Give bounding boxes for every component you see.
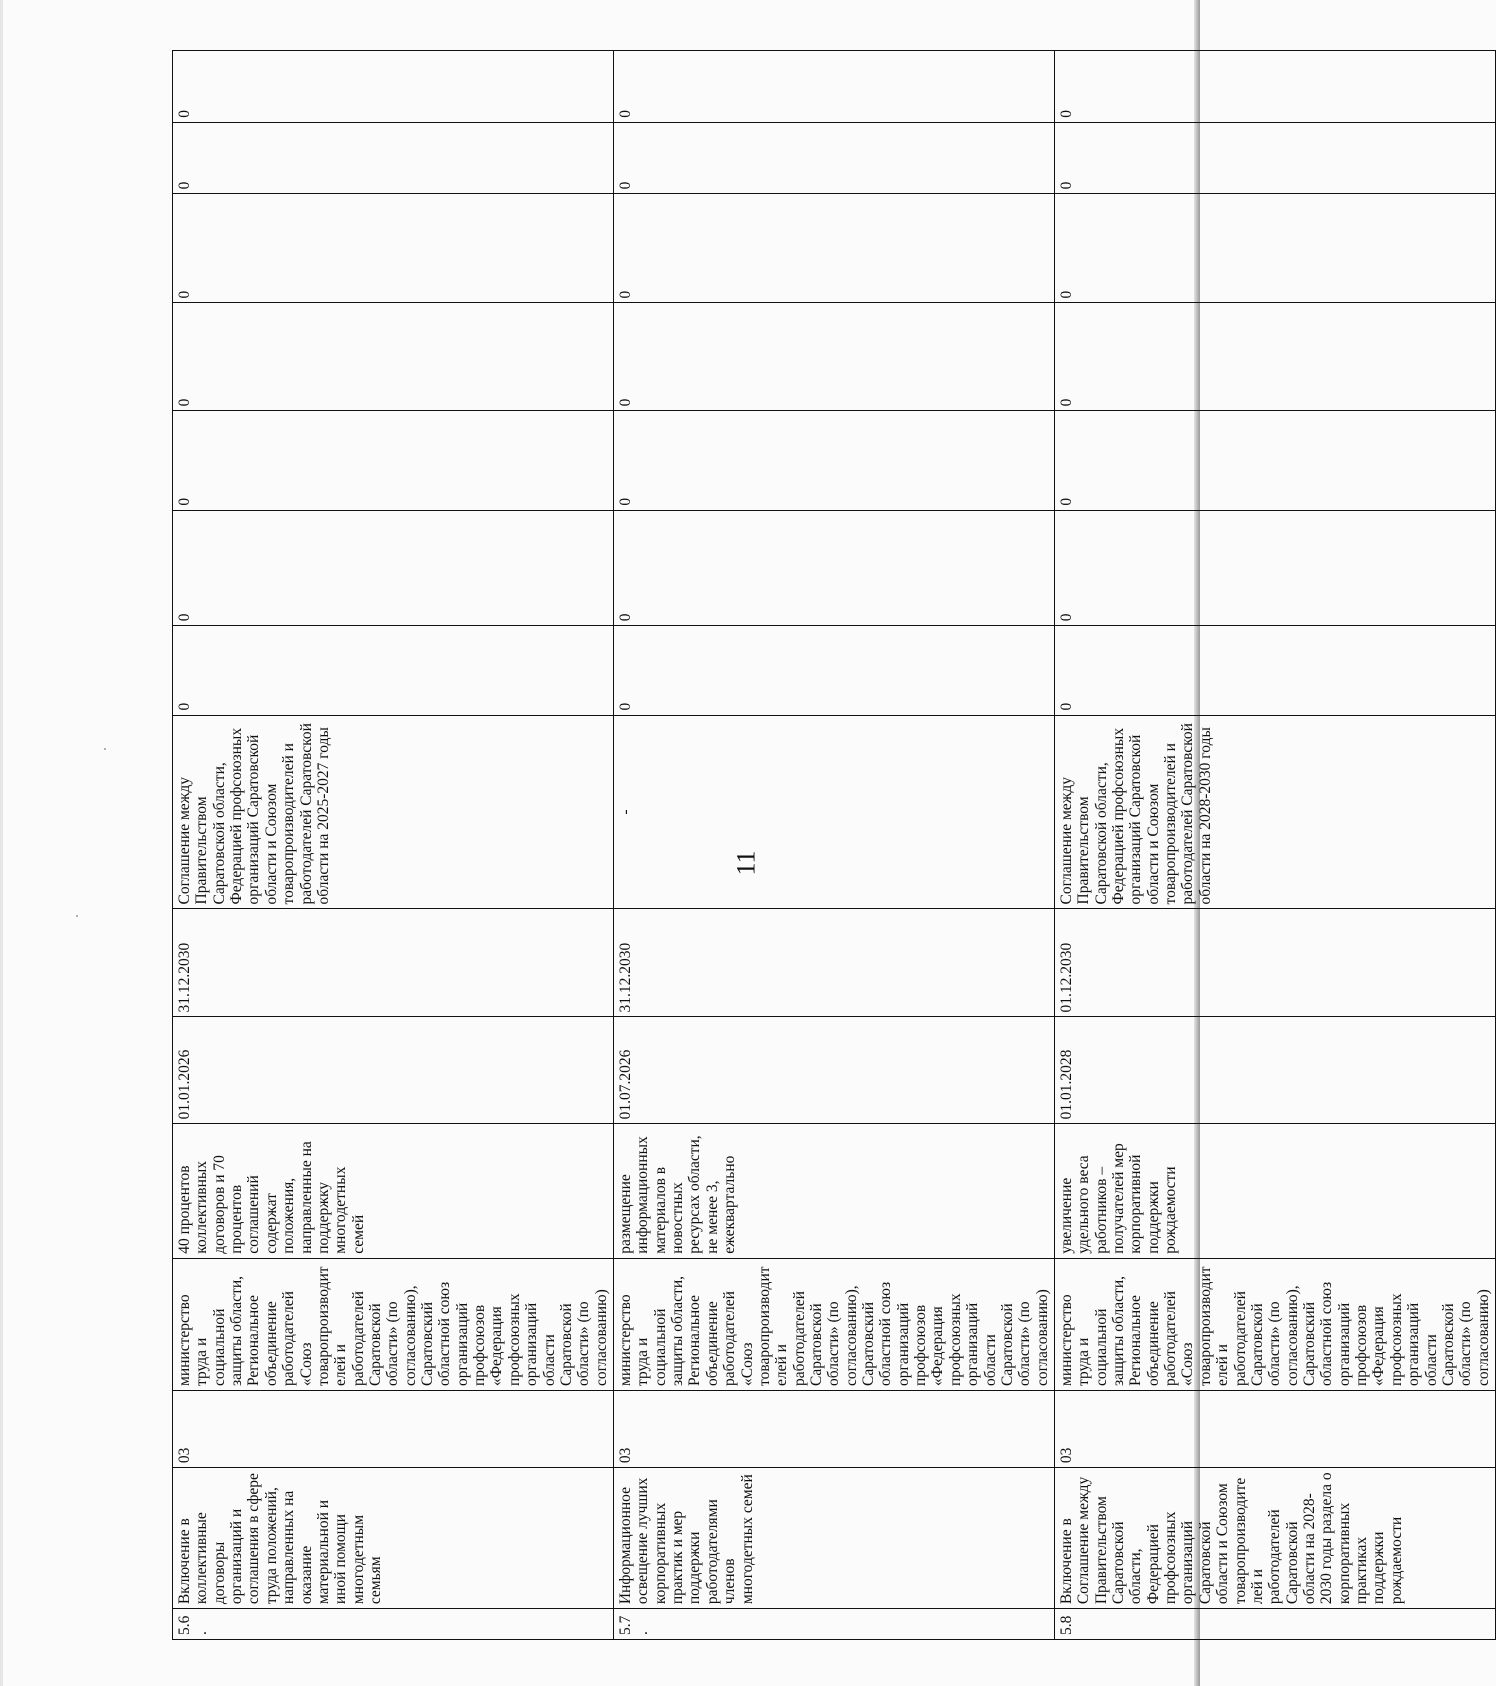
row-number: 5.8: [1054, 1609, 1495, 1640]
value-cell: 0: [173, 303, 614, 411]
value-cell: 0: [1054, 303, 1495, 411]
value-cell: 0: [1054, 411, 1495, 510]
scan-edge-left: [0, 0, 3, 1686]
end-date: 31.12.2030: [173, 909, 614, 1017]
code-cell: 03: [613, 1390, 1054, 1467]
measure-name: Информационное освещение лучших корпоративных практик и мер поддержки работодателями членов многодетных семей: [613, 1468, 1054, 1609]
start-date: 01.01.2028: [1054, 1017, 1495, 1124]
result-cell: размещение информационных материалов в новостных ресурсах области, не менее 3, ежеквартально: [613, 1124, 1054, 1258]
value-cell: 0: [1054, 510, 1495, 626]
scan-speck: [104, 748, 106, 750]
page-number: 11: [731, 850, 761, 876]
row-number: 5.6.: [173, 1609, 614, 1640]
value-cell: 0: [613, 51, 1054, 123]
value-cell: 0: [173, 626, 614, 715]
executor-cell: министерство труда и социальной защиты области, Региональное объединение работодателей «Союз товаропроизводителей и работодателей Саратовской области» (по согласованию), Саратовский областной союз организаций профсоюзов «Федерация профсоюзных организаций области Саратовской области» (по согласованию): [1054, 1258, 1495, 1390]
start-date: 01.07.2026: [613, 1017, 1054, 1124]
start-date: 01.01.2026: [173, 1017, 614, 1124]
value-cell: 0: [1054, 194, 1495, 303]
executor-cell: министерство труда и социальной защиты области, Региональное объединение работодателей «Союз товаропроизводителей и работодателей Саратовской области» (по согласованию), Саратовский областной союз организаций профсоюзов «Федерация профсоюзных организаций области Саратовской области» (по согласованию): [173, 1258, 614, 1390]
value-cell: 0: [173, 51, 614, 123]
end-date: 01.12.2030: [1054, 909, 1495, 1017]
value-cell: 0: [1054, 51, 1495, 123]
value-cell: 0: [173, 194, 614, 303]
value-cell: 0: [173, 411, 614, 510]
document-cell: -: [613, 715, 1054, 909]
row-number: 5.7.: [613, 1609, 1054, 1640]
value-cell: 0: [1054, 122, 1495, 194]
value-cell: 0: [613, 122, 1054, 194]
executor-cell: министерство труда и социальной защиты области, Региональное объединение работодателей «Союз товаропроизводителей и работодателей Саратовской области» (по согласованию), Саратовский областной союз организаций профсоюзов «Федерация профсоюзных организаций области Саратовской области» (по согласованию): [613, 1258, 1054, 1390]
document-cell: Соглашение между Правительством Саратовской области, Федерацией профсоюзных организаций Саратовской области и Союзом товаропроизводителей и работодателей Саратовской области на 2028-2030 годы: [1054, 715, 1495, 909]
value-cell: 0: [173, 122, 614, 194]
value-cell: 0: [613, 510, 1054, 626]
code-cell: 03: [173, 1390, 614, 1467]
table-row: [613, 51, 1054, 1640]
result-cell: 40 процентов коллективных договоров и 70 процентов соглашений содержат положения, направленные на поддержку многодетных семей: [173, 1124, 614, 1258]
value-cell: 0: [613, 303, 1054, 411]
value-cell: 0: [613, 194, 1054, 303]
document-cell: Соглашение между Правительством Саратовской области, Федерацией профсоюзных организаций Саратовской области и Союзом товаропроизводителей и работодателей Саратовской области на 2025-2027 годы: [173, 715, 614, 909]
measure-name: Включение в коллективные договоры организаций и соглашения в сфере труда положений, направленных на оказание материальной и иной помощи многодетным семьям: [173, 1468, 614, 1609]
table-row: [1054, 51, 1495, 1640]
code-cell: 03: [1054, 1390, 1495, 1467]
table-row: [173, 51, 614, 1640]
scan-speck: [76, 915, 78, 917]
measure-name: Включение в Соглашение между Правительством Саратовской области, Федерацией профсоюзных организаций Саратовской области и Союзом товаропроизводителей и работодателей Саратовской области на 2028-2030 годы раздела о корпоративных практиках поддержки рождаемости: [1054, 1468, 1495, 1609]
rotated-table-container: [172, 50, 1492, 1640]
value-cell: 0: [613, 411, 1054, 510]
value-cell: 0: [613, 626, 1054, 715]
end-date: 31.12.2030: [613, 909, 1054, 1017]
result-cell: увеличение удельного веса работников – получателей мер корпоративной поддержки рождаемости: [1054, 1124, 1495, 1258]
measures-table: [172, 50, 1496, 1640]
value-cell: 0: [1054, 626, 1495, 715]
value-cell: 0: [173, 510, 614, 626]
